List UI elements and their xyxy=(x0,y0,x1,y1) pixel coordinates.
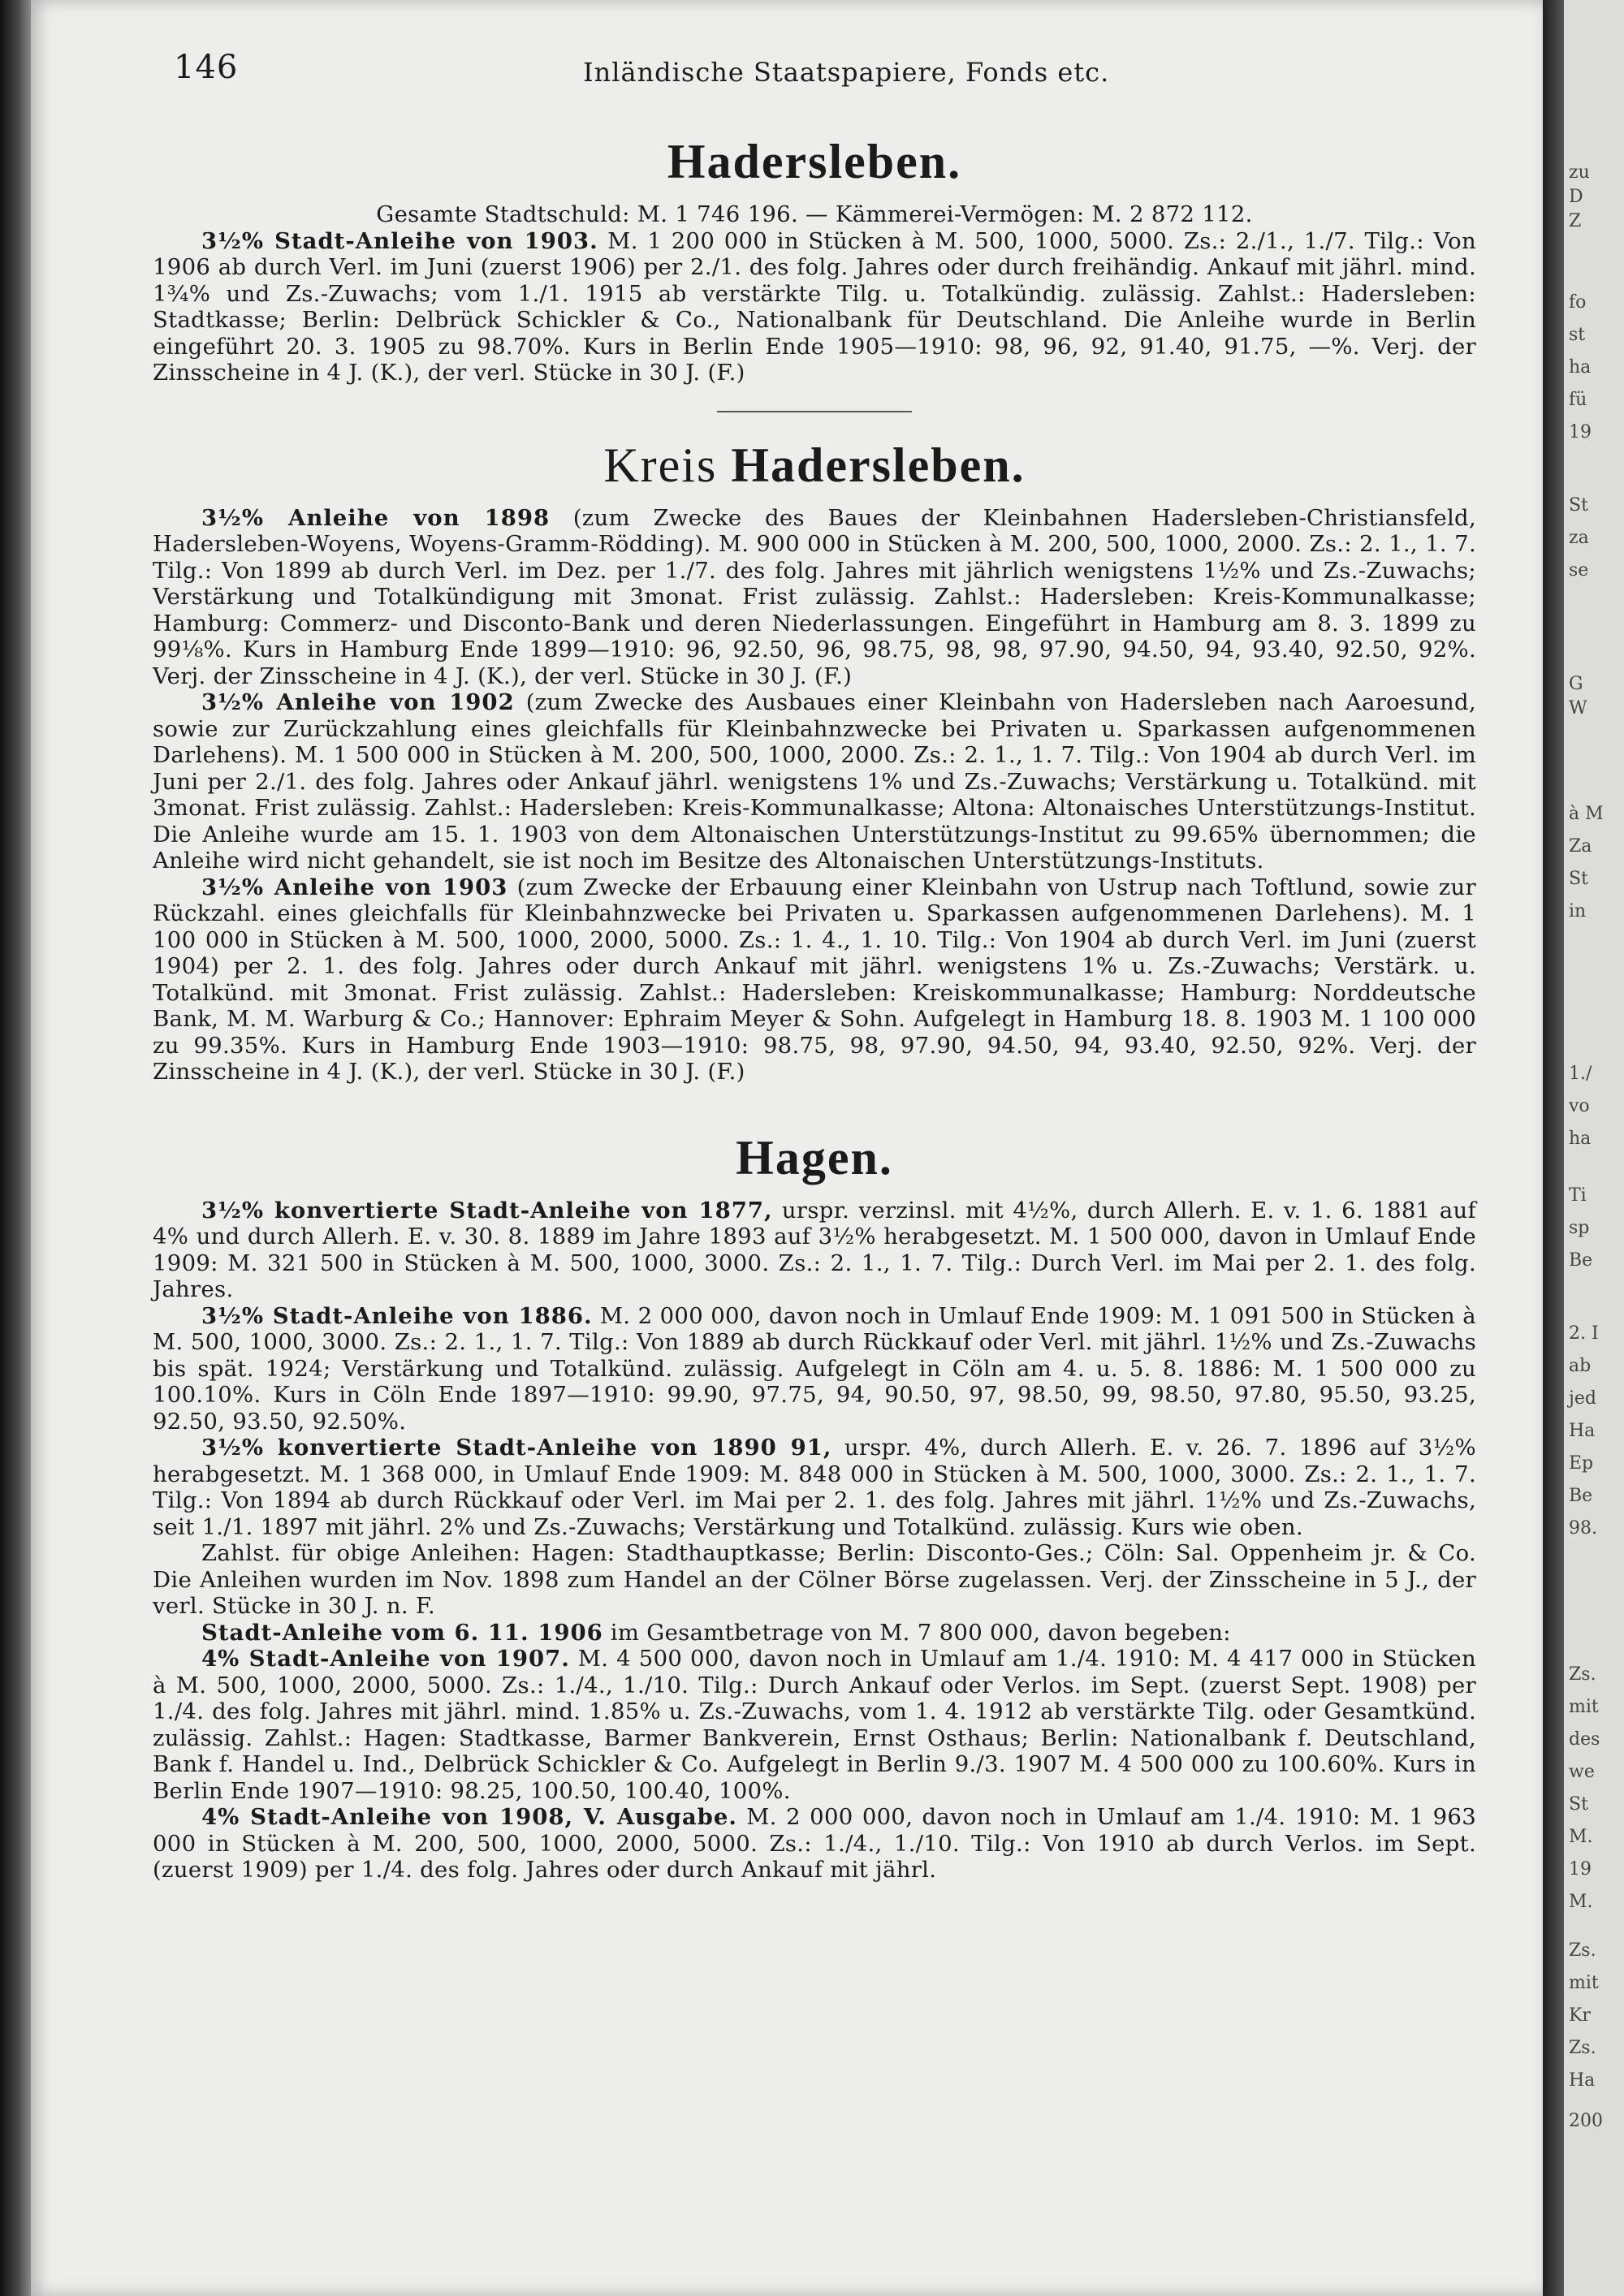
page-content xyxy=(153,122,1476,1884)
section-title-hagen: Hagen. xyxy=(736,1130,893,1185)
loan-title: 3½% konvertierte Stadt-Anleihe von 1877, xyxy=(201,1197,773,1224)
adjacent-text-fragment: ha xyxy=(1569,1129,1592,1149)
adjacent-text-fragment: fo xyxy=(1569,292,1587,313)
debt-summary: Gesamte Stadtschuld: M. 1 746 196. — Kämmerei-Vermögen: M. 2 872 112. xyxy=(376,201,1253,227)
loan-text: urspr. verzinsl. mit 4½%, durch Allerh. E. v. 1. 6. 1881 auf 4% und durch Allerh. E. v. 30. 8. 1889 im Jahre 1893 auf 3½% herabgesetzt. M. 1 500 000, davon in Umlauf Ende 1909: M. 321 500 in Stücken à M. 500, 1000, 3000. Zs.: 2. 1., 1. 7. Tilg.: Durch Verl. im Mai per 2. 1. des folg. Jahres. xyxy=(153,1197,1476,1302)
adjacent-text-fragment: 98. xyxy=(1569,1518,1597,1539)
loan-title: 3½% Anleihe von 1902 xyxy=(201,689,515,715)
book-page xyxy=(31,0,1543,2296)
loan-text: (zum Zwecke des Baues der Kleinbahnen Hadersleben-Christiansfeld, Hadersleben-Woyens, Woyens-Gramm-Rödding). M. 900 000 in Stücken à M. 200, 500, 1000, 2000. Zs.: 2. 1., 1. 7. Tilg.: Von 1899 ab durch Verl. im Dez. per 1./7. des folg. Jahres mit jährlich wenigstens 1½% und Zs.-Zuwachs; Verstärkung und Totalkündigung mit 3monat. Frist zulässig. Zahlst.: Hadersleben: Kreis-Kommunalkasse; Hamburg: Commerz- und Disconto-Bank und deren Niederlassungen. Eingeführt in Hamburg am 8. 3. 1899 zu 99⅛%. Kurs in Hamburg Ende 1899—1910: 96, 92.50, 96, 98.75, 98, 98, 97.90, 94.50, 94, 93.40, 92.50, 92%. Verj. der Zinsscheine in 4 J. (K.), der verl. Stücke in 30 J. (F.) xyxy=(153,504,1477,689)
adjacent-text-fragment: we xyxy=(1569,1762,1595,1782)
adjacent-text-fragment: W xyxy=(1569,698,1587,719)
loan-entry xyxy=(153,1435,1476,1540)
adjacent-text-fragment: St xyxy=(1569,1794,1588,1815)
adjacent-text-fragment: vo xyxy=(1569,1096,1590,1116)
adjacent-text-fragment: M. xyxy=(1569,1827,1593,1847)
adjacent-text-fragment: Z xyxy=(1569,211,1582,231)
adjacent-text-fragment: St xyxy=(1569,869,1588,889)
section-gap xyxy=(153,1085,1476,1118)
adjacent-text-fragment: mit xyxy=(1569,1973,1599,1993)
adjacent-text-fragment: 200 xyxy=(1569,2111,1603,2131)
adjacent-text-fragment: 19 xyxy=(1569,422,1592,442)
adjacent-text-fragment: Zs. xyxy=(1569,1940,1596,1961)
adjacent-text-fragment: 19 xyxy=(1569,1859,1592,1880)
adjacent-text-fragment: Be xyxy=(1569,1486,1593,1506)
section-title-hadersleben: Hadersleben. xyxy=(667,135,962,188)
loan-title: 4% Stadt-Anleihe von 1908, V. Ausgabe. xyxy=(201,1804,737,1830)
loan-entry xyxy=(153,874,1476,1085)
adjacent-page-edge xyxy=(1564,0,1624,2296)
loan-entry xyxy=(153,505,1476,690)
adjacent-text-fragment: Ha xyxy=(1569,1421,1596,1441)
adjacent-text-fragment: Be xyxy=(1569,1250,1593,1271)
loan-entry xyxy=(153,1303,1476,1435)
running-head: Inländische Staatspapiere, Fonds etc. xyxy=(583,57,1110,88)
loan-text: M. 2 000 000, davon noch in Umlauf am 1./4. 1910: M. 1 963 000 in Stücken à M. 200, 500, 1000, 2000, 5000. Zs.: 1./4., 1./10. Tilg.: Von 1910 ab durch Verlos. im Sept. (zuerst 1909) per 1./4. des folg. Jahres oder durch Ankauf mit jährl. xyxy=(153,1804,1477,1883)
adjacent-text-fragment: st xyxy=(1569,325,1586,345)
adjacent-text-fragment: Ha xyxy=(1569,2070,1596,2091)
page-number: 146 xyxy=(174,49,239,86)
adjacent-text-fragment: se xyxy=(1569,560,1589,580)
paying-agents: Zahlst. für obige Anleihen: Hagen: Stadthauptkasse; Berlin: Disconto-Ges.; Cöln: Sal. Oppenheim jr. & Co. Die Anleihen wurden im Nov. 1898 zum Handel an der Cölner Börse zugelassen. Verj. der Zinsscheine in 5 J., der verl. Stücke in 30 J. n. F. xyxy=(153,1540,1476,1619)
book-gutter xyxy=(1543,0,1564,2296)
section-divider xyxy=(717,411,912,412)
adjacent-text-fragment: ab xyxy=(1569,1356,1592,1376)
adjacent-text-fragment: Zs. xyxy=(1569,1664,1596,1685)
loan-title: 4% Stadt-Anleihe von 1907. xyxy=(201,1646,570,1672)
loan-title: 3½% Stadt-Anleihe von 1903. xyxy=(201,227,598,254)
loan-text: M. 2 000 000, davon noch in Umlauf Ende 1909: M. 1 091 500 in Stücken à M. 500, 1000, 3000. Zs.: 2. 1., 1. 7. Tilg.: Von 1889 ab durch Rückkauf oder Verl. mit jährl. 1½% und Zs.-Zuwachs bis spät. 1924; Verstärkung und Totalkünd. zulässig. Aufgelegt in Cöln am 4. u. 5. 8. 1886: M. 1 500 000 zu 100.10%. Kurs in Cöln Ende 1897—1910: 99.90, 97.75, 94, 90.50, 97, 98.50, 99, 98.50, 97.80, 95.50, 93.25, 92.50, 93.50, 92.50%. xyxy=(153,1302,1476,1435)
adjacent-text-fragment: 2. I xyxy=(1569,1323,1599,1344)
adjacent-text-fragment: St xyxy=(1569,495,1588,516)
loan-title: 3½% Anleihe von 1898 xyxy=(201,504,551,531)
loan-text: M. 4 500 000, davon noch in Umlauf am 1./4. 1910: M. 4 417 000 in Stücken à M. 500, 1000, 2000, 5000. Zs.: 1./4., 1./10. Tilg.: Durch Ankauf oder Verlos. im Sept. (zuerst Sept. 1908) per 1./4. des folg. Jahres mit jährl. mind. 1.85% u. Zs.-Zuwachs, vom 1. 4. 1912 ab verstärkte Tilg. oder Gesamtkünd. zulässig. Zahlst.: Hagen: Stadtkasse, Barmer Bankverein, Ernst Osthaus; Berlin: Nationalbank f. Deutschland, Bank f. Handel u. Ind., Delbrück Schickler & Co. Aufgelegt in Berlin 9./3. 1907 M. 4 500 000 zu 100.60%. Kurs in Berlin Ende 1907—1910: 98.25, 100.50, 100.40, 100%. xyxy=(153,1646,1476,1804)
adjacent-text-fragment: Ep xyxy=(1569,1453,1594,1474)
loan-entry xyxy=(153,228,1476,386)
adjacent-text-fragment: 1./ xyxy=(1569,1064,1592,1084)
page-header xyxy=(31,49,1543,97)
loan-text: im Gesamtbetrage von M. 7 800 000, davon begeben: xyxy=(610,1619,1231,1646)
adjacent-text-fragment: za xyxy=(1569,528,1589,548)
adjacent-text-fragment: Zs. xyxy=(1569,2038,1596,2058)
loan-text: M. 1 200 000 in Stücken à M. 500, 1000, 5000. Zs.: 2./1., 1./7. Tilg.: Von 1906 ab durch Verl. im Juni (zuerst 1906) per 2./1. des folg. Jahres oder durch freihändig. Ankauf mit jährl. mind. 1¾% und Zs.-Zuwachs; vom 1./1. 1915 ab verstärkte Tilg. u. Totalkündig. zulässig. Zahlst.: Hadersleben: Stadtkasse; Berlin: Delbrück Schickler & Co., Nationalbank für Deutschland. Die Anleihe wurde in Berlin eingeführt 20. 3. 1905 zu 98.70%. Kurs in Berlin Ende 1905—1910: 98, 96, 92, 91.40, 91.75, —%. Verj. der Zinsscheine in 4 J. (K.), der verl. Stücke in 30 J. (F.) xyxy=(153,227,1476,386)
book-binding xyxy=(0,0,31,2296)
adjacent-text-fragment: fü xyxy=(1569,390,1587,410)
loan-entry xyxy=(153,1646,1476,1804)
loan-title: 3½% Stadt-Anleihe von 1886. xyxy=(201,1302,593,1329)
adjacent-text-fragment: jed xyxy=(1569,1388,1596,1409)
adjacent-text-fragment: G xyxy=(1569,674,1583,694)
adjacent-text-fragment: zu xyxy=(1569,162,1590,183)
adjacent-text-fragment: sp xyxy=(1569,1218,1590,1238)
adjacent-text-fragment: ha xyxy=(1569,357,1592,378)
loan-entry xyxy=(153,689,1476,874)
loan-title: Stadt-Anleihe vom 6. 11. 1906 xyxy=(201,1619,603,1646)
adjacent-text-fragment: in xyxy=(1569,901,1587,921)
adjacent-text-fragment: Za xyxy=(1569,836,1592,857)
loan-entry xyxy=(153,1620,1476,1646)
section-title-kreis-hadersleben xyxy=(153,437,1476,494)
loan-title: 3½% Anleihe von 1903 xyxy=(201,874,508,900)
adjacent-text-fragment: D xyxy=(1569,187,1583,207)
adjacent-text-fragment: Kr xyxy=(1569,2005,1591,2026)
adjacent-text-fragment: Ti xyxy=(1569,1185,1587,1206)
loan-text: (zum Zwecke der Erbauung einer Kleinbahn von Ustrup nach Toftlund, sowie zur Rückzahl. eines gleichfalls für Kleinbahnzwecke bei Privaten u. Sparkassen aufgenommenen Darlehens). M. 1 100 000 in Stücken à M. 500, 1000, 2000, 5000. Zs.: 1. 4., 1. 10. Tilg.: Von 1904 ab durch Verl. im Juni (zuerst 1904) per 2. 1. des folg. Jahres oder durch Ankauf mit jährl. wenigstens 1% u. Zs.-Zuwachs; Verstärk. u. Totalkünd. mit 3monat. Frist zulässig. Zahlst.: Hadersleben: Kreiskommunalkasse; Hamburg: Norddeutsche Bank, M. M. Warburg & Co.; Hannover: Ephraim Meyer & Sohn. Aufgelegt in Hamburg 18. 8. 1903 M. 1 100 000 zu 99.35%. Kurs in Hamburg Ende 1903—1910: 98.75, 98, 97.90, 94.50, 94, 93.40, 92.50, 92%. Verj. der Zinsscheine in 4 J. (K.), der verl. Stücke in 30 J. (F.) xyxy=(153,874,1476,1085)
loan-entry xyxy=(153,1198,1476,1303)
title-name: Hadersleben. xyxy=(731,438,1026,492)
loan-title: 3½% konvertierte Stadt-Anleihe von 1890 91, xyxy=(201,1435,832,1461)
loan-entry xyxy=(153,1804,1476,1884)
adjacent-text-fragment: M. xyxy=(1569,1892,1593,1912)
adjacent-text-fragment: des xyxy=(1569,1729,1600,1750)
title-prefix: Kreis xyxy=(603,438,718,492)
loan-text: (zum Zwecke des Ausbaues einer Kleinbahn von Hadersleben nach Aaroesund, sowie zur Zurückzahlung eines gleichfalls für Kleinbahnzwecke bei Privaten u. Sparkassen aufgenommenen Darlehens). M. 1 500 000 in Stücken à M. 200, 500, 1000, 2000. Zs.: 2. 1., 1. 7. Tilg.: Von 1904 ab durch Verl. im Juni per 2./1. des folg. Jahres oder Ankauf jährl. wenigstens 1% und Zs.-Zuwachs; Verstärkung u. Totalkünd. mit 3monat. Frist zulässig. Zahlst.: Hadersleben: Kreis-Kommunalkasse; Altona: Altonaisches Unterstützungs-Institut. Die Anleihe wurde am 15. 1. 1903 von dem Altonaischen Unterstützungs-Institut zu 99.65% übernommen; die Anleihe wird nicht gehandelt, sie ist noch im Besitze des Altonaischen Unterstützungs-Instituts. xyxy=(153,689,1476,874)
adjacent-text-fragment: à M xyxy=(1569,804,1604,824)
adjacent-text-fragment: mit xyxy=(1569,1697,1599,1717)
loan-text: urspr. 4%, durch Allerh. E. v. 26. 7. 1896 auf 3½% herabgesetzt. M. 1 368 000, in Umlauf Ende 1909: M. 848 000 in Stücken à M. 500, 1000, 3000. Zs.: 2. 1., 1. 7. Tilg.: Von 1894 ab durch Rückkauf oder Verl. im Mai per 2. 1. des folg. Jahres mit jährl. 1½% und Zs.-Zuwachs, seit 1./1. 1897 mit jährl. 2% und Zs.-Zuwachs; Verstärkung und Totalkünd. zulässig. Kurs wie oben. xyxy=(153,1435,1476,1540)
